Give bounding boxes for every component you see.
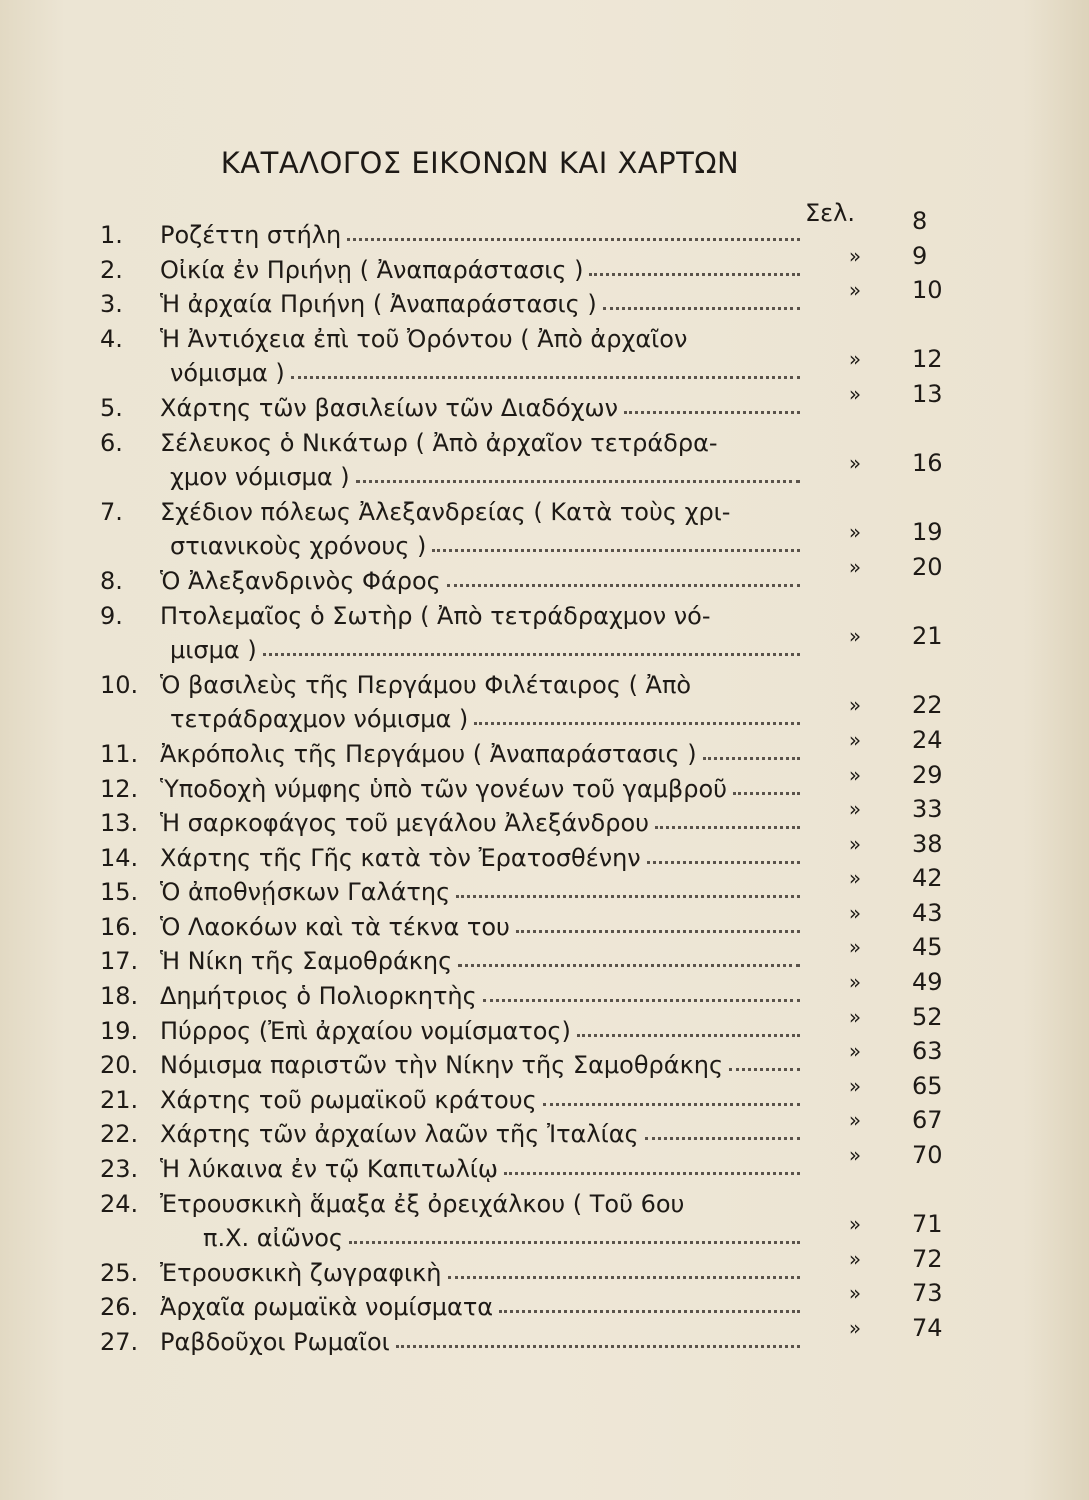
entry-page-number: 9 xyxy=(912,241,928,270)
ditto-mark: » xyxy=(848,831,862,856)
toc-entry-line xyxy=(100,276,1000,322)
entry-page-number: 16 xyxy=(912,449,943,478)
entry-page-number: 12 xyxy=(912,345,943,374)
ditto-mark: » xyxy=(848,520,862,545)
entry-number: 9. xyxy=(100,601,123,630)
leader-dots xyxy=(432,549,800,552)
entry-number: 7. xyxy=(100,497,123,526)
entry-number: 12. xyxy=(100,774,139,803)
entry-page-number: 67 xyxy=(912,1106,943,1135)
entry-page-number: 10 xyxy=(912,276,943,305)
ditto-mark: » xyxy=(848,727,862,752)
entry-page-number: 74 xyxy=(912,1314,943,1342)
entry-title: Ἡ ἀρχαία Πριήνη ( Ἀναπαράστασις ) xyxy=(160,290,597,319)
leader-dots xyxy=(263,653,800,656)
entry-page-number: 63 xyxy=(912,1037,943,1066)
ditto-mark: » xyxy=(848,1108,862,1133)
entry-number: 19. xyxy=(100,1016,139,1045)
entry-number: 24. xyxy=(100,1189,139,1218)
toc-entry-line xyxy=(100,449,1000,495)
entry-number: 3. xyxy=(100,290,123,319)
entry-page-number: 72 xyxy=(912,1244,943,1273)
ditto-mark: » xyxy=(848,1281,862,1306)
entry-title: Νόμισμα παριστῶν τὴν Νίκην τῆς Σαμοθράκης xyxy=(160,1051,724,1080)
entry-title: Οἰκία ἐν Πριήνῃ ( Ἀναπαράστασις ) xyxy=(160,255,584,284)
entry-number: 5. xyxy=(100,393,123,422)
ditto-mark: » xyxy=(848,797,862,822)
toc-entry-line xyxy=(100,1141,1000,1187)
ditto-mark: » xyxy=(848,1143,862,1168)
entry-page-number: 8 xyxy=(912,207,928,235)
entry-title: Ὑποδοχὴ νύμφης ὑπὸ τῶν γονέων τοῦ γαμβροῦ xyxy=(160,774,728,803)
leader-dots xyxy=(647,861,800,864)
entry-number: 2. xyxy=(100,255,123,284)
ditto-mark: » xyxy=(848,554,862,579)
leader-dots xyxy=(516,930,800,933)
entry-number: 6. xyxy=(100,428,123,457)
ditto-mark: » xyxy=(848,693,862,718)
entry-title: Ἐτρουσκικὴ ζωγραφικὴ xyxy=(160,1258,442,1287)
entry-number: 27. xyxy=(100,1328,139,1356)
entry-title: π.Χ. αἰῶνος xyxy=(203,1224,343,1253)
entry-title: στιανικοὺς χρόνους ) xyxy=(170,532,427,561)
toc-entry-line xyxy=(100,1314,1000,1360)
leader-dots xyxy=(499,1310,800,1313)
entry-title: Χάρτης τῆς Γῆς κατὰ τὸν Ἐρατοσθένην xyxy=(160,843,641,872)
entry-number: 13. xyxy=(100,809,139,838)
leader-dots xyxy=(729,1068,800,1071)
leader-dots xyxy=(356,480,800,483)
leader-dots xyxy=(474,722,800,725)
entry-number: 26. xyxy=(100,1293,139,1322)
ditto-mark: » xyxy=(848,970,862,995)
page-title: ΚΑΤΑΛΟΓΟΣ ΕΙΚΟΝΩΝ ΚΑΙ ΧΑΡΤΩΝ xyxy=(220,146,740,180)
entry-number: 20. xyxy=(100,1051,139,1080)
entry-page-number: 13 xyxy=(912,379,943,408)
leader-dots xyxy=(603,307,800,310)
entry-title: Ὁ βασιλεὺς τῆς Περγάμου Φιλέταιρος ( Ἀπὸ xyxy=(160,670,692,699)
leader-dots xyxy=(483,999,800,1002)
entry-title: Ἀκρόπολις τῆς Περγάμου ( Ἀναπαράστασις ) xyxy=(160,739,697,768)
entry-page-number: 21 xyxy=(912,622,943,651)
entry-number: 8. xyxy=(100,566,123,595)
entry-number: 1. xyxy=(100,221,123,249)
entry-title: Ὁ Λαοκόων καὶ τὰ τέκνα του xyxy=(160,912,510,941)
leader-dots xyxy=(347,238,800,241)
entry-title: Ἡ σαρκοφάγος τοῦ μεγάλου Ἀλεξάνδρου xyxy=(160,809,650,838)
entry-title: Ἡ Νίκη τῆς Σαμοθράκης xyxy=(160,947,453,976)
entry-title: Ἡ Ἀντιόχεια ἐπὶ τοῦ Ὀρόντου ( Ἀπὸ ἀρχαῖον xyxy=(160,324,688,353)
entry-number: 23. xyxy=(100,1155,139,1184)
leader-dots xyxy=(396,1345,800,1348)
entry-title: Ὁ ἀποθνῄσκων Γαλάτης xyxy=(160,878,451,907)
entry-title: Χάρτης τῶν ἀρχαίων λαῶν τῆς Ἰταλίας xyxy=(160,1120,639,1149)
ditto-mark: » xyxy=(848,1004,862,1029)
leader-dots xyxy=(655,826,800,829)
toc-entry-line xyxy=(100,379,1000,426)
ditto-mark: » xyxy=(848,1246,862,1271)
leader-dots xyxy=(349,1241,800,1244)
entry-title: Δημήτριος ὁ Πολιορκητὴς xyxy=(160,982,477,1011)
ditto-mark: » xyxy=(848,1039,862,1064)
leader-dots xyxy=(448,1276,800,1279)
leader-dots xyxy=(645,1137,800,1140)
entry-title: Ροζέττη στήλη xyxy=(160,221,342,249)
entry-number: 4. xyxy=(100,324,123,353)
entry-title: μισμα ) xyxy=(170,636,257,665)
ditto-mark: » xyxy=(848,1316,862,1340)
entry-page-number: 38 xyxy=(912,829,943,858)
entry-page-number: 49 xyxy=(912,968,943,997)
entry-page-number: 20 xyxy=(912,552,943,581)
entry-page-number: 29 xyxy=(912,760,943,789)
entry-page-number: 73 xyxy=(912,1279,943,1308)
entry-page-number: 45 xyxy=(912,933,943,962)
entry-page-number: 71 xyxy=(912,1210,943,1239)
page-column-label: Σελ. xyxy=(805,199,855,227)
leader-dots xyxy=(456,895,800,898)
ditto-mark: » xyxy=(848,624,862,649)
entry-page-number: 42 xyxy=(912,864,943,893)
entry-number: 17. xyxy=(100,947,139,976)
entry-title: Χάρτης τοῦ ρωμαϊκοῦ κράτους xyxy=(160,1085,537,1114)
entry-title: Πύρρος (Ἐπὶ ἀρχαίου νομίσματος) xyxy=(160,1016,571,1045)
entry-number: 14. xyxy=(100,843,139,872)
entry-number: 10. xyxy=(100,670,139,699)
ditto-mark: » xyxy=(848,381,862,406)
entry-page-number: 22 xyxy=(912,691,943,720)
ditto-mark: » xyxy=(848,1073,862,1098)
entry-title: τετράδραχμον νόμισμα ) xyxy=(170,705,469,734)
entry-number: 25. xyxy=(100,1258,139,1287)
entry-page-number: 43 xyxy=(912,898,943,927)
ditto-mark: » xyxy=(848,243,862,268)
ditto-mark: » xyxy=(848,278,862,303)
entry-page-number: 33 xyxy=(912,795,943,824)
leader-dots xyxy=(703,757,800,760)
entry-title: Χάρτης τῶν βασιλείων τῶν Διαδόχων xyxy=(160,393,619,422)
toc-entry-line xyxy=(100,622,1000,668)
leader-dots xyxy=(733,792,800,795)
leader-dots xyxy=(589,273,800,276)
entry-number: 21. xyxy=(100,1085,139,1114)
entry-number: 22. xyxy=(100,1120,139,1149)
entry-title: Ἀρχαῖα ρωμαϊκὰ νομίσματα xyxy=(160,1293,494,1322)
ditto-mark: » xyxy=(848,900,862,925)
leader-dots xyxy=(291,376,800,379)
leader-dots xyxy=(458,964,800,967)
entry-number: 11. xyxy=(100,739,139,768)
ditto-mark: » xyxy=(848,935,862,960)
leader-dots xyxy=(543,1103,800,1106)
leader-dots xyxy=(577,1034,800,1037)
table-of-contents xyxy=(100,199,1000,1360)
entry-title: Ραβδοῦχοι Ρωμαῖοι xyxy=(160,1328,390,1356)
entry-title: Ἡ λύκαινα ἐν τῷ Καπιτωλίῳ xyxy=(160,1155,498,1184)
entry-title: Ἐτρουσκικὴ ἅμαξα ἐξ ὀρειχάλκου ( Τοῦ 6ου xyxy=(160,1189,685,1218)
entry-title: νόμισμα ) xyxy=(170,359,285,388)
ditto-mark: » xyxy=(848,347,862,372)
entry-title: Ὁ Ἀλεξανδρινὸς Φάρος xyxy=(160,566,441,595)
entry-page-number: 52 xyxy=(912,1002,943,1031)
entry-title: χμον νόμισμα ) xyxy=(170,463,350,492)
toc-entry-line xyxy=(100,552,1000,599)
entry-number: 16. xyxy=(100,912,139,941)
leader-dots xyxy=(624,411,800,414)
ditto-mark: » xyxy=(848,1212,862,1237)
entry-number: 15. xyxy=(100,878,139,907)
entry-page-number: 24 xyxy=(912,725,943,754)
entry-page-number: 65 xyxy=(912,1071,943,1100)
entry-title: Πτολεμαῖος ὁ Σωτὴρ ( Ἀπὸ τετράδραχμον νό- xyxy=(160,601,711,630)
leader-dots xyxy=(504,1172,800,1175)
entry-page-number: 70 xyxy=(912,1141,943,1170)
entry-title: Σχέδιον πόλεως Ἀλεξανδρείας ( Κατὰ τοὺς χρι- xyxy=(160,497,731,526)
ditto-mark: » xyxy=(848,451,862,476)
entry-page-number: 19 xyxy=(912,518,943,547)
ditto-mark: » xyxy=(848,866,862,891)
leader-dots xyxy=(447,584,800,587)
entry-title: Σέλευκος ὁ Νικάτωρ ( Ἀπὸ ἀρχαῖον τετράδρα- xyxy=(160,428,718,457)
ditto-mark: » xyxy=(848,762,862,787)
entry-number: 18. xyxy=(100,982,139,1011)
